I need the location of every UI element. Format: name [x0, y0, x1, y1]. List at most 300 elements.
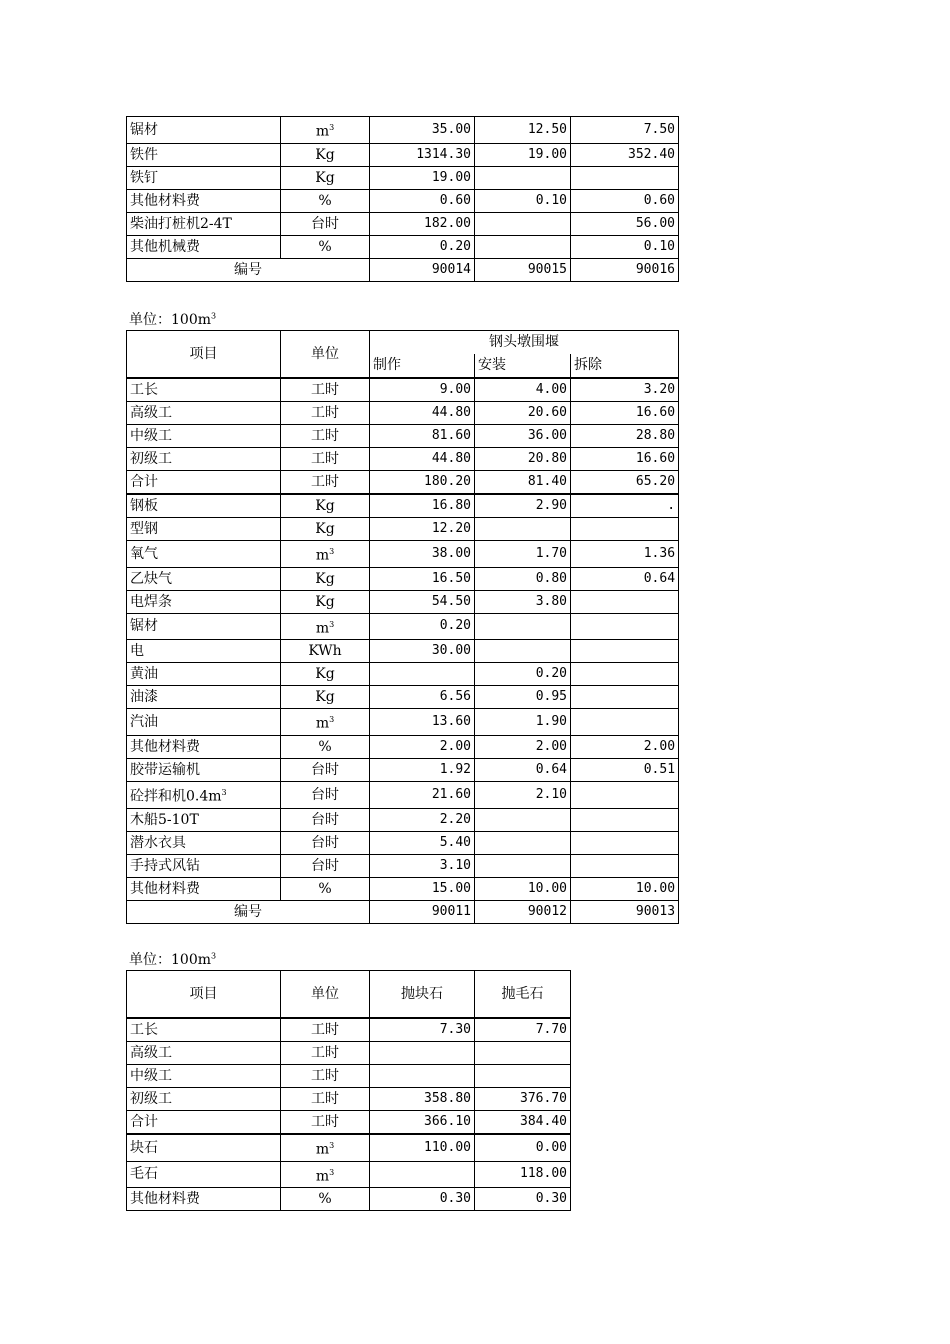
row-item	[127, 212, 281, 235]
row-value: 21.60	[370, 781, 475, 808]
row-unit	[281, 709, 370, 736]
row-value	[571, 709, 679, 736]
row-unit	[281, 117, 370, 144]
table-row	[127, 613, 679, 640]
row-value: 19.00	[475, 143, 571, 166]
row-item-label: 其他材料费	[130, 192, 200, 209]
table-row	[127, 686, 679, 709]
row-unit-label: 台时	[311, 215, 339, 232]
row-value	[571, 663, 679, 686]
row-value	[475, 1065, 571, 1088]
row-value: 38.00	[370, 541, 475, 568]
row-item-label: 手持式风钻	[130, 857, 200, 874]
row-item	[127, 1111, 281, 1135]
row-value: 19.00	[370, 166, 475, 189]
row-item-label: 柴油打桩机2-4T	[130, 215, 232, 232]
row-unit	[281, 402, 370, 425]
row-unit	[281, 613, 370, 640]
table-row	[127, 808, 679, 831]
row-unit	[281, 1134, 370, 1161]
row-value	[370, 1065, 475, 1088]
row-item	[127, 378, 281, 402]
row-unit	[281, 831, 370, 854]
row-value: 12.20	[370, 518, 475, 541]
quota-table-riprap	[126, 970, 571, 1211]
row-value: 376.70	[475, 1088, 571, 1111]
row-value	[571, 808, 679, 831]
row-item	[127, 494, 281, 518]
row-item	[127, 735, 281, 758]
table-row	[127, 143, 679, 166]
table-row	[127, 854, 679, 877]
row-unit	[281, 143, 370, 166]
row-item-label: 其他材料费	[130, 738, 200, 755]
row-value	[571, 613, 679, 640]
row-unit	[281, 1161, 370, 1188]
row-unit	[281, 640, 370, 663]
row-value: 2.20	[370, 808, 475, 831]
code-value: 90011	[370, 900, 475, 923]
row-value	[475, 212, 571, 235]
code-row	[127, 900, 679, 923]
row-value	[475, 518, 571, 541]
row-value: 118.00	[475, 1161, 571, 1188]
row-unit	[281, 378, 370, 402]
row-value	[475, 235, 571, 258]
row-item	[127, 590, 281, 613]
row-unit	[281, 541, 370, 568]
code-label: 编号	[127, 258, 370, 281]
row-value: 16.60	[571, 448, 679, 471]
row-item	[127, 166, 281, 189]
table-row	[127, 402, 679, 425]
row-unit	[281, 758, 370, 781]
row-unit	[281, 448, 370, 471]
row-item	[127, 448, 281, 471]
quota-table-90014-90016	[126, 116, 679, 282]
row-unit-label: Kg	[315, 666, 335, 683]
table-row	[127, 471, 679, 495]
row-value	[571, 686, 679, 709]
table-row	[127, 448, 679, 471]
row-item-label: 乙炔气	[130, 570, 172, 587]
row-value: 0.60	[571, 189, 679, 212]
row-item	[127, 808, 281, 831]
row-item-label: 中级工	[130, 428, 172, 444]
row-unit-label: 工时	[311, 405, 339, 421]
quota-table-steel-cofferdam	[126, 330, 679, 924]
row-item-label: 锯材	[130, 121, 158, 138]
row-unit	[281, 590, 370, 613]
row-item-label: 其他材料费	[130, 880, 200, 897]
table-row	[127, 425, 679, 448]
table-row	[127, 758, 679, 781]
header-group: 钢头墩围堰	[370, 331, 679, 354]
row-item	[127, 1042, 281, 1065]
row-value: 366.10	[370, 1111, 475, 1135]
row-item-label: 工长	[130, 1022, 158, 1038]
table-row	[127, 781, 679, 808]
header-col-remove: 拆除	[571, 354, 679, 378]
row-value: 10.00	[475, 877, 571, 900]
row-value: 10.00	[571, 877, 679, 900]
row-value: 0.60	[370, 189, 475, 212]
row-item	[127, 143, 281, 166]
row-value: 16.80	[370, 494, 475, 518]
row-value: 81.40	[475, 471, 571, 495]
table-row	[127, 640, 679, 663]
row-value: 0.51	[571, 758, 679, 781]
row-value: 358.80	[370, 1088, 475, 1111]
table-row	[127, 709, 679, 736]
row-value	[571, 640, 679, 663]
row-value	[475, 1042, 571, 1065]
table-row	[127, 235, 679, 258]
row-item-label: 潜水衣具	[130, 834, 186, 851]
table-row	[127, 1161, 571, 1188]
row-unit	[281, 235, 370, 258]
row-item-label: 型钢	[130, 521, 158, 537]
row-unit-label: m	[315, 1141, 330, 1158]
code-row	[127, 258, 679, 281]
row-value: 110.00	[370, 1134, 475, 1161]
row-value: 44.80	[370, 402, 475, 425]
row-item-label: 高级工	[130, 405, 172, 421]
row-unit-label: m	[315, 1168, 330, 1185]
row-value: 12.50	[475, 117, 571, 144]
row-unit	[281, 471, 370, 495]
row-value: 2.00	[370, 735, 475, 758]
row-value	[370, 1161, 475, 1188]
row-item	[127, 663, 281, 686]
row-unit-label: Kg	[315, 169, 335, 186]
row-item	[127, 189, 281, 212]
row-value: 28.80	[571, 425, 679, 448]
row-item	[127, 877, 281, 900]
row-value: 9.00	[370, 378, 475, 402]
row-value: 7.30	[370, 1018, 475, 1042]
row-item	[127, 1161, 281, 1188]
row-value: 81.60	[370, 425, 475, 448]
row-unit-label: 工时	[311, 451, 339, 467]
row-unit-label: Kg	[315, 689, 335, 706]
row-unit	[281, 1065, 370, 1088]
row-unit-sup: 3	[329, 1141, 335, 1150]
row-unit-label: 工时	[311, 1022, 339, 1038]
row-value: 0.30	[475, 1188, 571, 1211]
row-unit	[281, 1042, 370, 1065]
row-value: 30.00	[370, 640, 475, 663]
code-value: 90013	[571, 900, 679, 923]
table-row	[127, 1042, 571, 1065]
row-unit-label: %	[318, 880, 332, 897]
row-item-label: 钢板	[130, 498, 158, 514]
row-unit-label: 工时	[311, 1045, 339, 1061]
row-unit	[281, 877, 370, 900]
code-value: 90016	[571, 258, 679, 281]
row-value: 2.90	[475, 494, 571, 518]
row-value: 180.20	[370, 471, 475, 495]
row-unit	[281, 567, 370, 590]
table-row	[127, 831, 679, 854]
row-value: 352.40	[571, 143, 679, 166]
row-item	[127, 1088, 281, 1111]
row-item-label: 合计	[130, 1114, 158, 1130]
row-item-label: 锯材	[130, 618, 158, 635]
row-unit	[281, 735, 370, 758]
row-unit	[281, 854, 370, 877]
row-item-sup: 3	[221, 787, 227, 797]
header-col-block-stone: 抛块石	[370, 971, 475, 1019]
row-item	[127, 686, 281, 709]
row-value: 2.00	[571, 735, 679, 758]
row-unit-sup: 3	[329, 123, 335, 132]
row-value	[475, 808, 571, 831]
row-item	[127, 1188, 281, 1211]
code-label: 编号	[127, 900, 370, 923]
row-item	[127, 854, 281, 877]
row-unit-label: m	[315, 620, 330, 637]
header-col-make: 制作	[370, 354, 475, 378]
row-unit-label: 工时	[311, 382, 339, 398]
row-value: 0.20	[475, 663, 571, 686]
table-row	[127, 1134, 571, 1161]
row-item-label: 合计	[130, 474, 158, 490]
row-item	[127, 709, 281, 736]
row-item	[127, 831, 281, 854]
row-value: 1.92	[370, 758, 475, 781]
row-item-label: 砼拌和机0.4m	[130, 788, 222, 805]
row-value	[475, 613, 571, 640]
unit-label: 单位：$100m^3$	[129, 311, 217, 328]
row-item-label: 高级工	[130, 1045, 172, 1061]
row-unit-label: 台时	[311, 834, 339, 851]
row-value: 0.64	[475, 758, 571, 781]
row-item-label: 油漆	[130, 689, 158, 706]
row-item-label: 铁钉	[130, 169, 158, 186]
row-unit	[281, 1088, 370, 1111]
row-value	[475, 166, 571, 189]
row-unit	[281, 425, 370, 448]
row-value: .	[571, 494, 679, 518]
row-item	[127, 402, 281, 425]
row-value: 0.10	[571, 235, 679, 258]
header-item: 项目	[127, 971, 281, 1019]
row-item-label: 氧气	[130, 545, 158, 562]
row-unit-sup: 3	[329, 715, 335, 725]
row-item-label: 木船5-10T	[130, 811, 199, 828]
row-value: 1.70	[475, 541, 571, 568]
row-unit	[281, 518, 370, 541]
unit-label: 单位：$100m^3$	[129, 951, 217, 968]
row-value: 54.50	[370, 590, 475, 613]
table-row	[127, 189, 679, 212]
row-unit	[281, 1018, 370, 1042]
row-item	[127, 613, 281, 640]
row-value: 0.64	[571, 567, 679, 590]
row-item-label: 黄油	[130, 666, 158, 683]
row-value: 0.10	[475, 189, 571, 212]
row-unit-label: Kg	[315, 498, 335, 514]
row-unit-label: %	[318, 192, 332, 209]
header-col-rubble-stone: 抛毛石	[475, 971, 571, 1019]
row-item	[127, 758, 281, 781]
row-value: 44.80	[370, 448, 475, 471]
row-value	[370, 1042, 475, 1065]
row-value: 3.20	[571, 378, 679, 402]
row-value: 0.20	[370, 235, 475, 258]
row-value: 3.80	[475, 590, 571, 613]
table-row	[127, 1111, 571, 1135]
row-value: 1.90	[475, 709, 571, 736]
row-item-label: 中级工	[130, 1068, 172, 1084]
table-row	[127, 541, 679, 568]
row-item-label: 毛石	[130, 1166, 158, 1183]
row-item-label: 电	[130, 643, 144, 660]
row-unit-label: m	[315, 547, 330, 564]
table-row	[127, 494, 679, 518]
row-item-label: 块石	[130, 1139, 158, 1156]
row-value: 0.80	[475, 567, 571, 590]
row-item	[127, 1018, 281, 1042]
row-value	[475, 831, 571, 854]
row-item-label: 汽油	[130, 714, 158, 731]
row-item-label: 铁件	[130, 146, 158, 163]
row-unit	[281, 189, 370, 212]
row-unit-label: 工时	[311, 1114, 339, 1130]
row-unit-label: 台时	[311, 786, 339, 803]
code-value: 90014	[370, 258, 475, 281]
row-value: 35.00	[370, 117, 475, 144]
row-value	[571, 854, 679, 877]
row-value: 384.40	[475, 1111, 571, 1135]
row-value	[571, 831, 679, 854]
row-value: 182.00	[370, 212, 475, 235]
row-item	[127, 518, 281, 541]
row-value: 13.60	[370, 709, 475, 736]
header-item: 项目	[127, 331, 281, 379]
row-value: 65.20	[571, 471, 679, 495]
row-value: 7.70	[475, 1018, 571, 1042]
table-row	[127, 166, 679, 189]
row-unit-label: %	[318, 738, 332, 755]
row-value: 15.00	[370, 877, 475, 900]
row-unit-label: KWh	[308, 643, 342, 660]
row-unit-label: Kg	[315, 593, 335, 610]
row-unit-label: Kg	[315, 521, 335, 537]
row-unit-label: 工时	[311, 1068, 339, 1084]
row-unit-label: Kg	[315, 146, 335, 163]
row-unit	[281, 781, 370, 808]
row-value: 1.36	[571, 541, 679, 568]
row-value: 0.00	[475, 1134, 571, 1161]
row-unit	[281, 808, 370, 831]
row-value: 5.40	[370, 831, 475, 854]
table-row	[127, 663, 679, 686]
row-unit	[281, 1188, 370, 1211]
row-item	[127, 541, 281, 568]
row-unit-label: %	[318, 238, 332, 255]
row-unit-label: 台时	[311, 811, 339, 828]
row-value: 3.10	[370, 854, 475, 877]
row-value: 1314.30	[370, 143, 475, 166]
row-value	[370, 663, 475, 686]
row-item	[127, 1065, 281, 1088]
header-unit: 单位	[281, 971, 370, 1019]
row-item-label: 工长	[130, 382, 158, 398]
row-unit-label: 工时	[311, 1091, 339, 1107]
row-value: 4.00	[475, 378, 571, 402]
table-row	[127, 212, 679, 235]
row-unit-sup: 3	[329, 1167, 335, 1177]
row-unit-label: m	[315, 123, 330, 140]
row-value	[475, 640, 571, 663]
row-item	[127, 567, 281, 590]
row-item	[127, 1134, 281, 1161]
row-unit-label: 台时	[311, 857, 339, 874]
row-unit-label: 台时	[311, 761, 339, 778]
row-item-label: 其他材料费	[130, 1191, 200, 1208]
row-unit	[281, 1111, 370, 1135]
row-value: 7.50	[571, 117, 679, 144]
row-unit	[281, 686, 370, 709]
row-unit	[281, 494, 370, 518]
row-unit-label: 工时	[311, 428, 339, 444]
row-value: 0.20	[370, 613, 475, 640]
row-value: 16.50	[370, 567, 475, 590]
row-value	[571, 166, 679, 189]
row-unit	[281, 166, 370, 189]
row-unit	[281, 663, 370, 686]
row-value	[571, 590, 679, 613]
row-item-label: 电焊条	[130, 593, 172, 610]
table-row	[127, 567, 679, 590]
row-value: 20.60	[475, 402, 571, 425]
row-value	[571, 518, 679, 541]
row-item-label: 其他机械费	[130, 238, 200, 255]
row-value: 2.10	[475, 781, 571, 808]
row-value: 6.56	[370, 686, 475, 709]
row-value: 56.00	[571, 212, 679, 235]
table-row	[127, 117, 679, 144]
table-row	[127, 378, 679, 402]
row-value	[571, 781, 679, 808]
row-unit-label: m	[315, 715, 330, 732]
row-value	[475, 854, 571, 877]
row-value: 0.30	[370, 1188, 475, 1211]
row-item	[127, 640, 281, 663]
table-row	[127, 518, 679, 541]
row-item	[127, 117, 281, 144]
table-row	[127, 1018, 571, 1042]
table-row	[127, 877, 679, 900]
row-item	[127, 781, 281, 808]
table-row	[127, 1088, 571, 1111]
row-unit-label: 工时	[311, 474, 339, 490]
row-item-label: 初级工	[130, 451, 172, 467]
table-row	[127, 590, 679, 613]
row-unit-sup: 3	[329, 547, 335, 556]
row-value: 2.00	[475, 735, 571, 758]
row-unit-label: Kg	[315, 570, 335, 587]
row-value: 16.60	[571, 402, 679, 425]
row-item	[127, 235, 281, 258]
table-row	[127, 1188, 571, 1211]
table-row	[127, 735, 679, 758]
code-value: 90015	[475, 258, 571, 281]
row-value: 0.95	[475, 686, 571, 709]
table-row	[127, 1065, 571, 1088]
